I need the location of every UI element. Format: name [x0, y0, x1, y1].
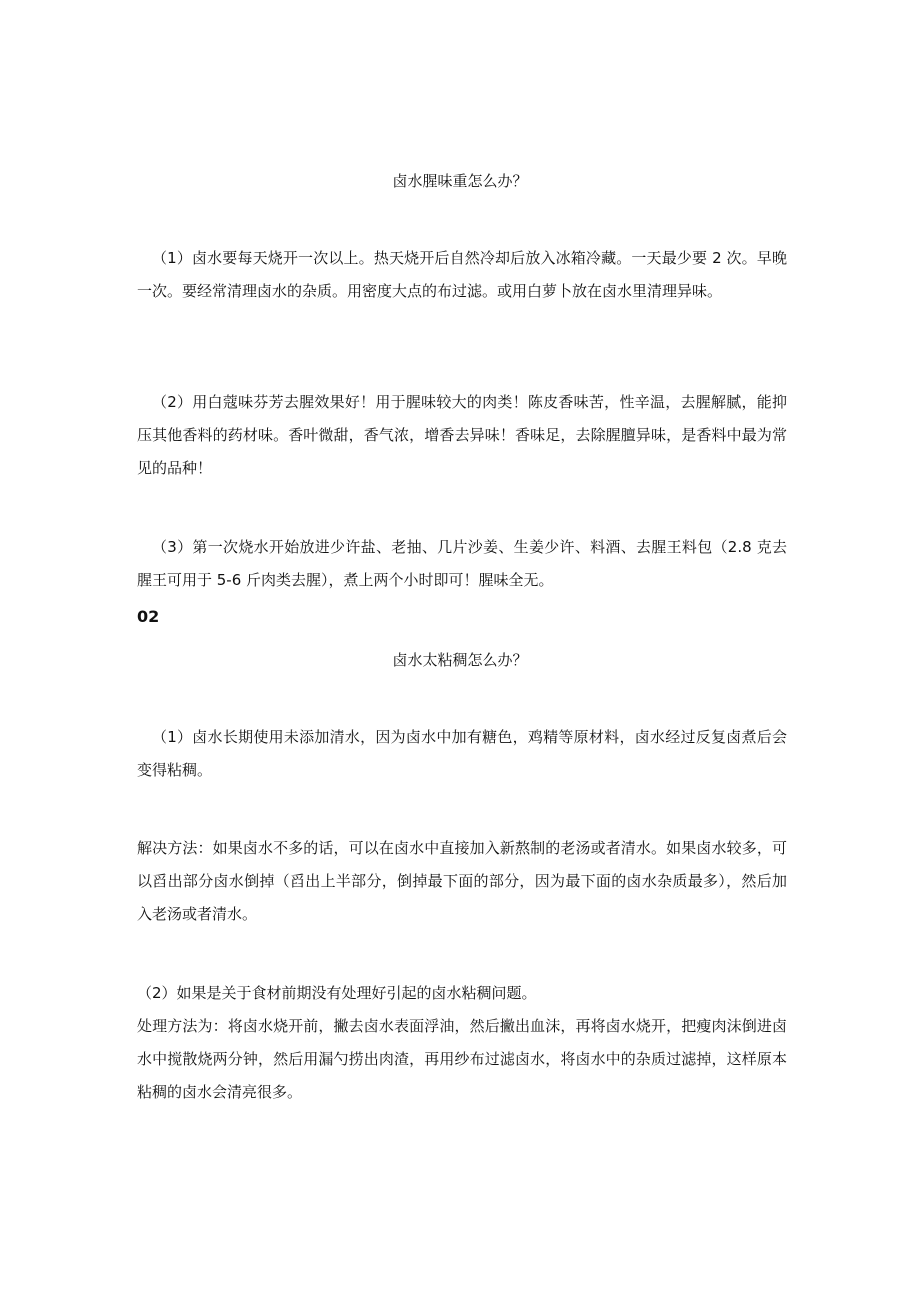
- section-2-paragraph-2: （2）如果是关于食材前期没有处理好引起的卤水粘稠问题。: [137, 984, 537, 1002]
- section-2-paragraph-1: （1）卤水长期使用未添加清水，因为卤水中加有糖色，鸡精等原材料，卤水经过反复卤煮后会变得粘稠。: [137, 728, 787, 779]
- section-2-solution: 解决方法：如果卤水不多的话，可以在卤水中直接加入新熬制的老汤或者清水。如果卤水较多，可以舀出部分卤水倒掉（舀出上半部分，倒掉最下面的部分，因为最下面的卤水杂质最多），然后加入老汤或者清水。: [137, 839, 787, 923]
- section-1-title: 卤水腥味重怎么办？: [392, 172, 528, 190]
- section-2-treatment: 处理方法为：将卤水烧开前，撇去卤水表面浮油，然后撇出血沫，再将卤水烧开，把瘦肉沫倒进卤水中搅散烧两分钟，然后用漏勺捞出肉渣，再用纱布过滤卤水，将卤水中的杂质过滤掉，这样原本粘稠的卤水会清亮很多。: [137, 1017, 787, 1101]
- section-2-number: 02: [137, 607, 160, 626]
- section-1-paragraph-3: （3）第一次烧水开始放进少许盐、老抽、几片沙姜、生姜少许、料酒、去腥王料包（2.8 克去腥王可用于 5-6 斤肉类去腥），煮上两个小时即可！腥味全无。: [137, 538, 787, 589]
- section-1-paragraph-1: （1）卤水要每天烧开一次以上。热天烧开后自然冷却后放入冰箱冷藏。一天最少要 2 次。早晚一次。要经常清理卤水的杂质。用密度大点的布过滤。或用白萝卜放在卤水里清理异味。: [137, 249, 787, 300]
- section-1-paragraph-2: （2）用白蔻味芬芳去腥效果好！用于腥味较大的肉类！陈皮香味苦，性辛温，去腥解腻，能抑压其他香料的药材味。香叶微甜，香气浓，增香去异味！香味足，去除腥膻异味，是香料中最为常见的品种！: [137, 393, 787, 477]
- section-2-title: 卤水太粘稠怎么办？: [392, 651, 528, 669]
